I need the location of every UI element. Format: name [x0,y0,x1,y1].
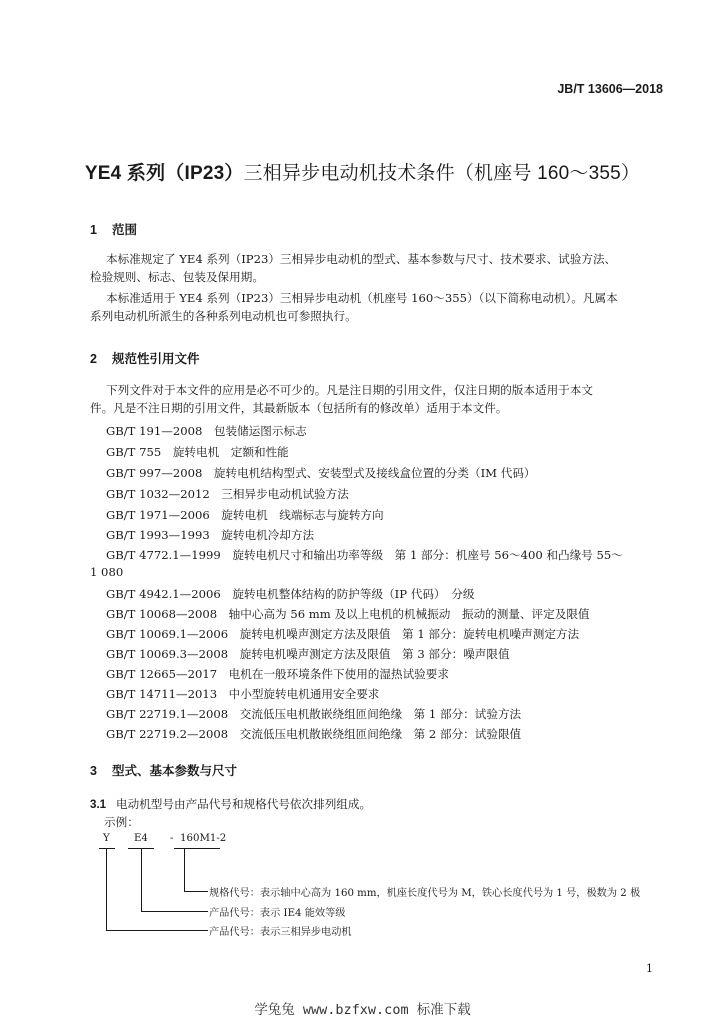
reference-item: GB/T 10069.3—2008 旋转电机噪声测定方法及限值 第 3 部分：噪声限值 [106,647,510,661]
leader-spec-horizontal [184,891,208,892]
section-1-number: 1 [90,223,97,237]
reference-item: GB/T 12665—2017 电机在一般环境条件下使用的湿热试验要求 [106,667,449,681]
reference-item: GB/T 22719.1—2008 交流低压电机散嵌绕组匝间绝缘 第 1 部分：试验方法 [106,707,522,721]
underline-y [99,848,115,849]
clause-3-1 [90,795,371,814]
leader-y-horizontal [106,930,208,931]
reference-item: GB/T 14711—2013 中小型旋转电机通用安全要求 [106,687,380,701]
code-part-dash: - [170,833,174,844]
reference-item: GB/T 10068—2008 轴中心高为 56 mm 及以上电机的机械振动 振动的测量、评定及限值 [106,607,590,621]
note-y: 产品代号：表示三相异步电动机 [209,927,352,938]
reference-item: GB/T 1032—2012 三相异步电动机试验方法 [106,487,349,501]
reference-item: GB/T 191—2008 包装储运图示标志 [106,424,307,438]
reference-item: GB/T 4772.1—1999 旋转电机尺寸和输出功率等级 第 1 部分：机座号 56～400 和凸缘号 55～ [106,548,623,562]
leader-spec-vertical [184,849,185,891]
section-2-title: 规范性引用文件 [112,352,200,366]
note-e4: 产品代号：表示 IE4 能效等级 [209,908,346,919]
clause-3-1-number: 3.1 [90,798,107,811]
title-rest: 三相异步电动机技术条件（机座号 160～355） [243,163,641,184]
code-part-spec: 160M1-2 [180,833,227,844]
section-3-number: 3 [90,764,97,778]
section-3-title: 型式、基本参数与尺寸 [112,764,238,778]
note-spec: 规格代号：表示轴中心高为 160 mm，机座长度代号为 M，铁心长度代号为 1 号，极数为 2 极 [209,888,641,899]
underline-spec [174,848,220,849]
s1-p2-line1: 本标准适用于 YE4 系列（IP23）三相异步电动机（机座号 160～355）（以下简称电动机）。凡属本 [106,291,618,305]
section-1-title: 范围 [112,223,138,237]
leader-e4-vertical [141,849,142,911]
standard-number: JB/T 13606—2018 [557,82,663,96]
s1-p2-line2: 系列电动机所派生的各种系列电动机也可参照执行。 [90,309,357,323]
reference-item: GB/T 755 旋转电机 定额和性能 [106,445,289,459]
reference-item: GB/T 10069.1—2006 旋转电机噪声测定方法及限值 第 1 部分：旋转电机噪声测定方法 [106,627,580,641]
s2-intro-line1: 下列文件对于本文件的应用是必不可少的。凡是注日期的引用文件，仅注日期的版本适用于本文 [106,383,593,397]
s2-intro-line2: 件。凡是不注日期的引用文件，其最新版本（包括所有的修改单）适用于本文件。 [90,401,508,415]
reference-item: GB/T 997—2008 旋转电机结构型式、安装型式及接线盒位置的分类（IM 代码） [106,466,536,480]
code-part-y: Y [103,833,110,844]
section-2-number: 2 [90,352,97,366]
code-part-e4: E4 [134,833,148,844]
s1-p1-line1: 本标准规定了 YE4 系列（IP23）三相异步电动机的型式、基本参数与尺寸、技术要求、试验方法、 [106,252,617,266]
section-3-heading [90,761,237,779]
leader-e4-horizontal [141,911,208,912]
reference-item: GB/T 22719.2—2008 交流低压电机散嵌绕组匝间绝缘 第 2 部分：试验限值 [106,727,522,741]
page-number: 1 [646,962,653,975]
reference-item: GB/T 1993—1993 旋转电机冷却方法 [106,528,315,542]
clause-3-1-text: 电动机型号由产品代号和规格代号依次排列组成。 [116,797,372,811]
s1-p1-line2: 检验规则、标志、包装及保用期。 [90,270,264,284]
watermark-text: 学兔兔 www.bzfxw.com 标准下载 [254,1002,471,1018]
leader-y-vertical [106,849,107,930]
document-title [0,158,725,185]
section-1-heading [90,220,137,238]
example-label: 示例： [104,815,139,829]
reference-item-continuation: 1 080 [90,565,124,579]
title-series: YE4 系列（IP23） [84,163,244,184]
reference-item: GB/T 1971—2006 旋转电机 线端标志与旋转方向 [106,508,384,522]
section-2-heading [90,349,200,367]
reference-item: GB/T 4942.1—2006 旋转电机整体结构的防护等级（IP 代码） 分级 [106,587,475,601]
